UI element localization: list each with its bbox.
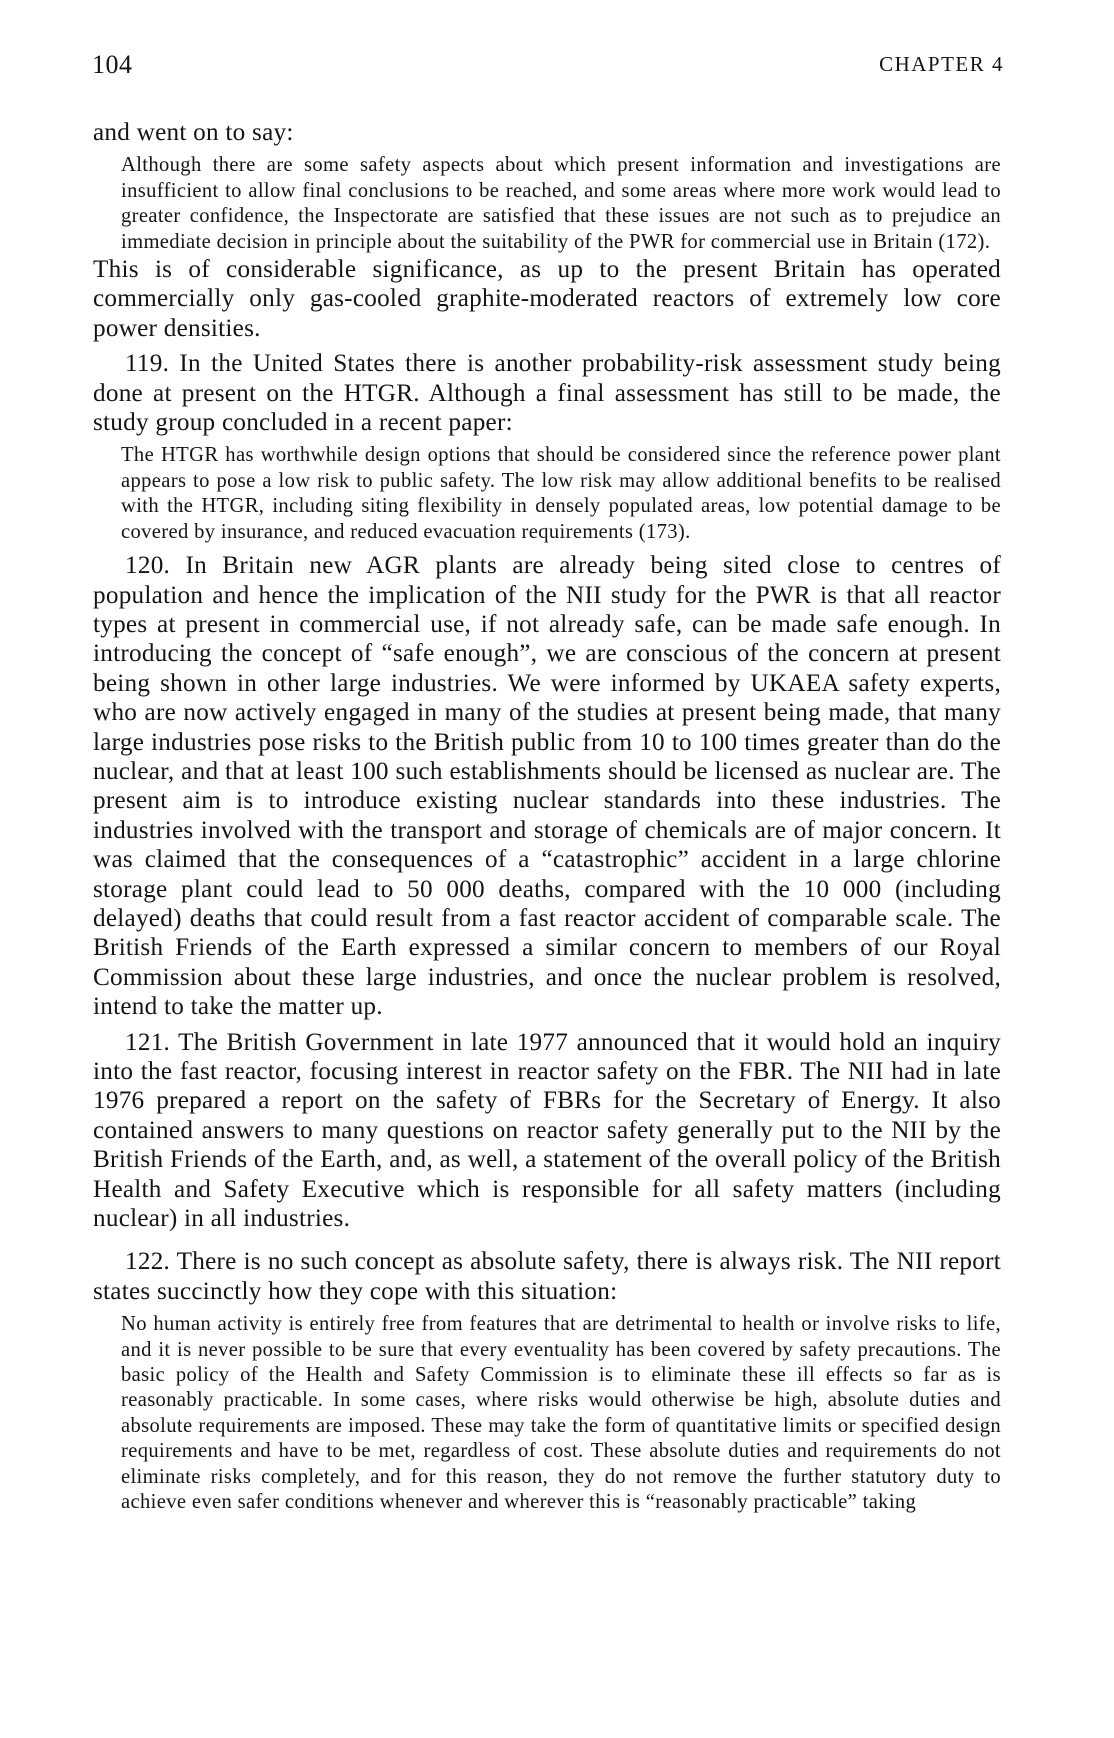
paragraph-119: 119. In the United States there is another probability-risk assessment study being done at present on the HTGR. Although a final assessment has still to be made, the study group concluded in a recent paper: bbox=[93, 350, 1001, 437]
block-quote-inspectorate: Although there are some safety aspects about which present information and investigations are insufficient to allow final conclusions to be reached, and some areas where more work would lead to greater confidence, the Inspectorate are satisfied that these issues are not such as to prejudice an immediate decision in principle about the suitability of the PWR for commercial use in Britain (172). bbox=[121, 154, 1001, 253]
block-quote-htgr: The HTGR has worthwhile design options that should be considered since the reference power plant appears to pose a low risk to public safety. The low risk may allow additional benefits to be realised with the HTGR, including siting flexibility in densely populated areas, low potential damage to be covered by insurance, and reduced evacuation requirements (173). bbox=[121, 444, 1001, 543]
paragraph-significance: This is of considerable significance, as up to the present Britain has operated commercially only gas-cooled graphite-moderated reactors of extremely low core power densities. bbox=[93, 256, 1001, 342]
block-quote-nii-policy: No human activity is entirely free from features that are detrimental to health or involve risks to life, and it is never possible to be sure that every eventuality has been covered by safety precautions. The basic policy of the Health and Safety Commission is to eliminate these ill effects so far as is reasonably practicable. In some cases, where risks would otherwise be high, absolute duties and absolute requirements are imposed. These may take the form of quantitative limits or specified design requirements and have to be met, regardless of cost. These absolute duties and requirements do not eliminate risks completely, and for this reason, they do not remove the further statutory duty to achieve even safer conditions whenever and wherever this is “reasonably practicable” taking bbox=[121, 1313, 1001, 1514]
running-head: CHAPTER 4 bbox=[879, 52, 1004, 76]
page-number: 104 bbox=[92, 50, 133, 79]
body-text bbox=[93, 118, 1001, 1516]
lead-in-line: and went on to say: bbox=[93, 119, 294, 146]
paragraph-120: 120. In Britain new AGR plants are already being sited close to centres of population and hence the implication of the NII study for the PWR is that all reactor types at present in commercial use, if not already safe, can be made safe enough. In introducing the concept of “safe enough”, we are conscious of the concern at present being shown in other large industries. We were informed by UKAEA safety experts, who are now actively engaged in many of the studies at present being made, that many large industries pose risks to the British public from 10 to 100 times greater than do the nuclear, and that at least 100 such establishments should be licensed as nuclear are. The present aim is to introduce existing nuclear standards into these industries. The industries involved with the transport and storage of chemicals are of major concern. It was claimed that the consequences of a “catastrophic” accident in a large chlorine storage plant could lead to 50 000 deaths, compared with the 10 000 (including delayed) deaths that could result from a fast reactor accident of comparable scale. The British Friends of the Earth expressed a similar concern to members of our Royal Commission about these large industries, and once the nuclear problem is resolved, intend to take the matter up. bbox=[93, 552, 1001, 1021]
paragraph-122: 122. There is no such concept as absolute safety, there is always risk. The NII report states succinctly how they cope with this situation: bbox=[93, 1248, 1001, 1305]
paragraph-121: 121. The British Government in late 1977 announced that it would hold an inquiry into the fast reactor, focusing interest in reactor safety on the FBR. The NII had in late 1976 prepared a report on the safety of FBRs for the Secretary of Energy. It also contained answers to many questions on reactor safety generally put to the NII by the British Friends of the Earth, and, as well, a statement of the overall policy of the British Health and Safety Executive which is responsible for all safety matters (including nuclear) in all industries. bbox=[93, 1028, 1001, 1233]
